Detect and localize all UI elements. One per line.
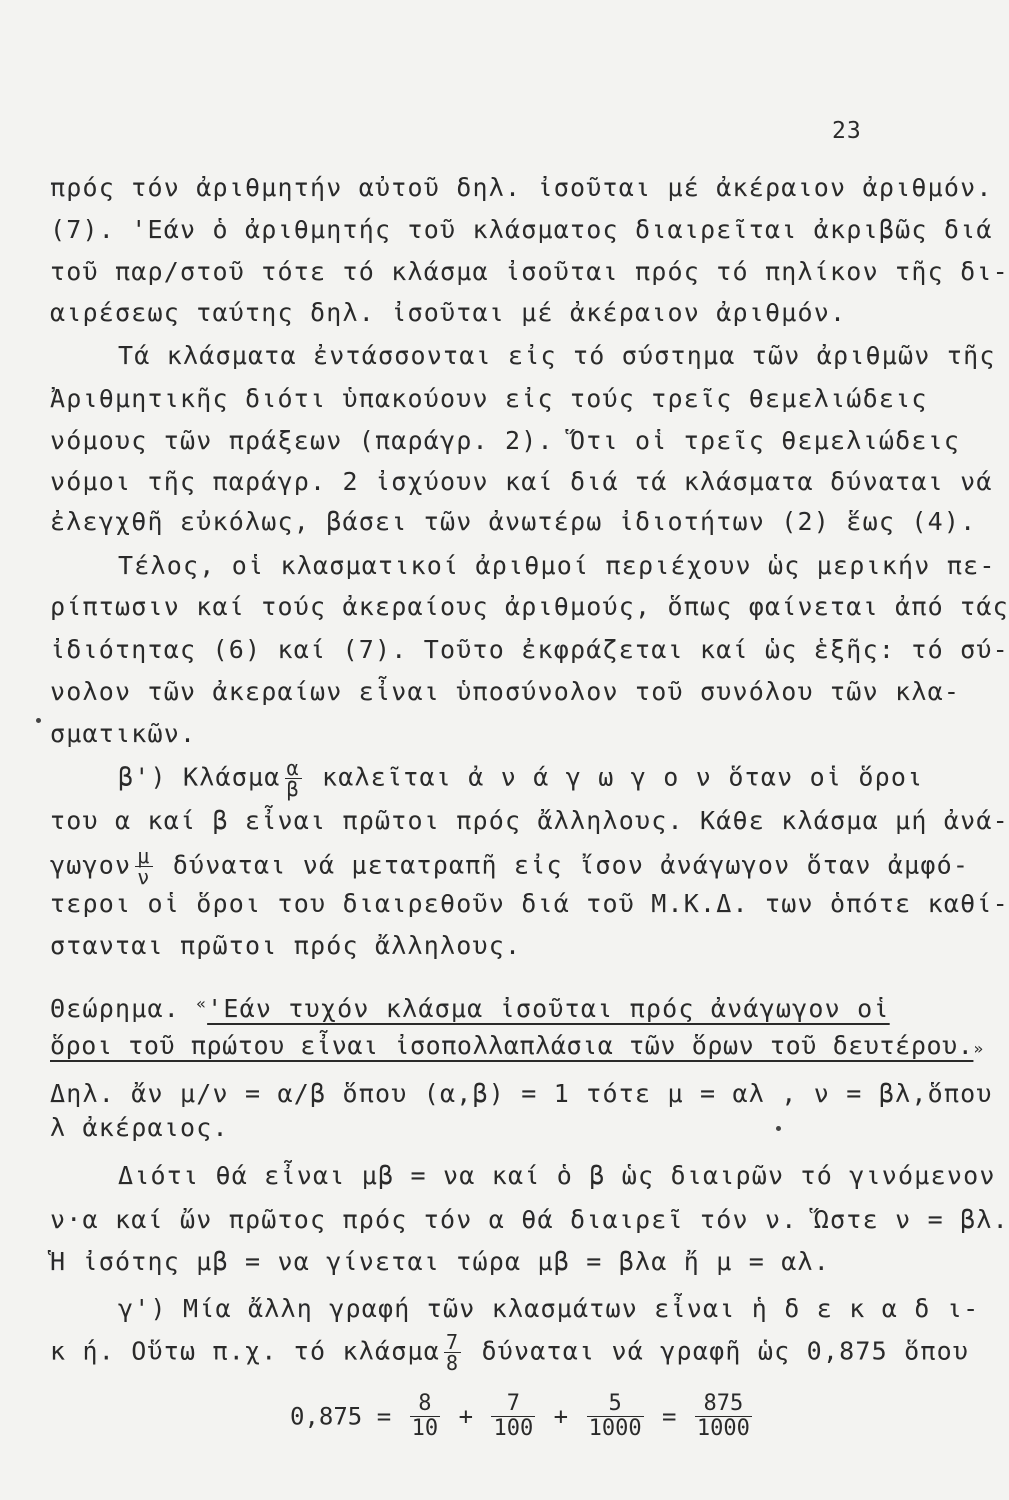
text-line: ἐλεγχθῆ εὐκόλως, βάσει τῶν ἀνωτέρω ἰδιοτήτων (2) ἕως (4). bbox=[50, 507, 977, 536]
fraction-denominator: 10 bbox=[411, 1416, 439, 1441]
text-line: Διότι θά εἶναι μβ = να καί ὁ β ὡς διαιρῶν τό γινόμενον bbox=[118, 1161, 996, 1190]
page-number: 23 bbox=[832, 118, 862, 144]
text-line: γ') Μία ἄλλη γραφή τῶν κλασμάτων εἶναι ἡ δ ε κ α δ ι- bbox=[118, 1294, 980, 1323]
fraction-mu-nu bbox=[135, 846, 152, 887]
plus-sign: + bbox=[458, 1402, 474, 1431]
fraction-denominator: β bbox=[286, 777, 300, 801]
close-quote: » bbox=[973, 1039, 984, 1058]
text-line: Ἡ ἰσότης μβ = να γίνεται τώρα μβ = βλα ἤ μ = αλ. bbox=[50, 1247, 831, 1276]
equals-sign: = bbox=[662, 1402, 677, 1431]
fraction bbox=[587, 1392, 644, 1441]
fraction-numerator: 875 bbox=[703, 1391, 744, 1416]
fraction-numerator: α bbox=[286, 756, 300, 780]
text-line: νόμοι τῆς παράγρ. 2 ἰσχύουν καί διά τά κλάσματα δύναται νά bbox=[50, 467, 993, 496]
theorem-label: Θεώρημα. bbox=[50, 994, 181, 1023]
theorem-line-1 bbox=[50, 988, 902, 1025]
decimal-equation bbox=[290, 1392, 756, 1441]
text-line: Ἀριθμητικῆς διότι ὑπακούουν εἰς τούς τρεῖς θεμελιώδεις bbox=[50, 384, 928, 413]
fraction-numerator: 8 bbox=[418, 1391, 432, 1416]
fraction-numerator: 7 bbox=[446, 1330, 460, 1354]
text-line: τοῦ παρ/στοῦ τότε τό κλάσμα ἰσοῦται πρός τό πηλίκον τῆς δι- bbox=[50, 257, 1009, 286]
beta-line-3 bbox=[50, 844, 970, 889]
fraction bbox=[410, 1392, 441, 1441]
text-line: τεροι οἱ ὅροι του διαιρεθοῦν διά τοῦ Μ.Κ.Δ. των ὁπότε καθί- bbox=[50, 889, 1009, 918]
fraction-numerator: 5 bbox=[608, 1391, 622, 1416]
text-line: του α καί β εἶναι πρῶτοι πρός ἄλληλους. Κάθε κλάσμα μή ἀνά- bbox=[50, 806, 1009, 835]
text-line: νόμους τῶν πράξεων (παράγρ. 2). Ὅτι οἱ τρεῖς θεμελιώδεις bbox=[50, 426, 961, 455]
theorem-line-2 bbox=[50, 1030, 984, 1065]
text-line: νολον τῶν ἀκεραίων εἶναι ὑποσύνολον τοῦ συνόλου τῶν κλα- bbox=[50, 677, 961, 706]
fraction-denominator: 1000 bbox=[588, 1416, 642, 1441]
text-line: Τέλος, οἱ κλασματικοί ἀριθμοί περιέχουν ὡς μερικήν πε- bbox=[118, 551, 996, 580]
fraction-seven-eighths bbox=[444, 1332, 461, 1373]
text-line: (7). 'Εάν ὁ ἀριθμητής τοῦ κλάσματος διαιρεῖται ἀκριβῶς διά bbox=[50, 215, 993, 244]
text-line: ρίπτωσιν καί τούς ἀκεραίους ἀριθμούς, ὅπως φαίνεται ἀπό τάς bbox=[50, 592, 1009, 621]
gamma-line-2 bbox=[50, 1330, 970, 1375]
beta-line-1 bbox=[118, 758, 970, 799]
beta-prefix: β') Κλάσμα bbox=[118, 762, 281, 792]
fraction-denominator: 100 bbox=[493, 1416, 534, 1441]
beta-line3-prefix: γωγον bbox=[50, 850, 132, 880]
open-quote: « bbox=[196, 994, 208, 1013]
scan-dot bbox=[776, 1126, 781, 1131]
fraction-denominator: 1000 bbox=[696, 1416, 750, 1441]
fraction bbox=[695, 1392, 752, 1441]
gamma-line2-prefix: κ ή. Οὕτω π.χ. τό κλάσμα bbox=[50, 1336, 441, 1366]
fraction-numerator: 7 bbox=[506, 1391, 520, 1416]
gamma-line2-suffix: δύναται νά γραφῆ ὡς 0,875 ὅπου bbox=[481, 1336, 970, 1366]
beta-line3-suffix: δύναται νά μετατραπῆ εἰς ἴσον ἀνάγωγον ὅταν ἀμφό- bbox=[172, 850, 970, 880]
text-line: πρός τόν ἀριθμητήν αὐτοῦ δηλ. ἰσοῦται μέ ἀκέραιον ἀριθμόν. bbox=[50, 173, 993, 202]
theorem-statement: ὅροι τοῦ πρώτου εἶναι ἰσοπολλαπλάσια τῶν ὅρων τοῦ δευτέρου. bbox=[50, 1031, 974, 1060]
text-line: Τά κλάσματα ἐντάσσονται εἰς τό σύστημα τῶν ἀριθμῶν τῆς bbox=[118, 341, 996, 370]
text-line: Δηλ. ἄν μ/ν = α/β ὅπου (α,β) = 1 τότε μ = αλ , ν = βλ,ὅπου bbox=[50, 1079, 993, 1108]
text-line: στανται πρῶτοι πρός ἄλληλους. bbox=[50, 931, 522, 960]
beta-suffix: καλεῖται ἀ ν ά γ ω γ ο ν ὅταν οἱ ὅροι bbox=[322, 762, 924, 792]
text-line: λ ἀκέραιος. bbox=[50, 1113, 229, 1142]
fraction bbox=[491, 1392, 535, 1441]
text-line: ν·α καί ὤν πρῶτος πρός τόν α θά διαιρεῖ τόν ν. Ὥστε ν = βλ. bbox=[50, 1205, 1009, 1234]
plus-sign: + bbox=[553, 1402, 569, 1431]
equation-lhs: 0,875 = bbox=[290, 1402, 392, 1431]
text-line: ἰδιότητας (6) καί (7). Τοῦτο ἐκφράζεται καί ὡς ἑξῆς: τό σύ- bbox=[50, 635, 1009, 664]
fraction-denominator: ν bbox=[137, 865, 151, 889]
scan-dot bbox=[36, 718, 41, 723]
fraction-alpha-beta bbox=[285, 758, 302, 799]
text-line: σματικῶν. bbox=[50, 719, 197, 748]
theorem-statement: 'Εάν τυχόν κλάσμα ἰσοῦται πρός ἀνάγωγον οἱ bbox=[207, 994, 890, 1023]
fraction-denominator: 8 bbox=[446, 1351, 460, 1375]
fraction-numerator: μ bbox=[137, 844, 151, 868]
text-line: αιρέσεως ταύτης δηλ. ἰσοῦται μέ ἀκέραιον ἀριθμόν. bbox=[50, 298, 847, 327]
